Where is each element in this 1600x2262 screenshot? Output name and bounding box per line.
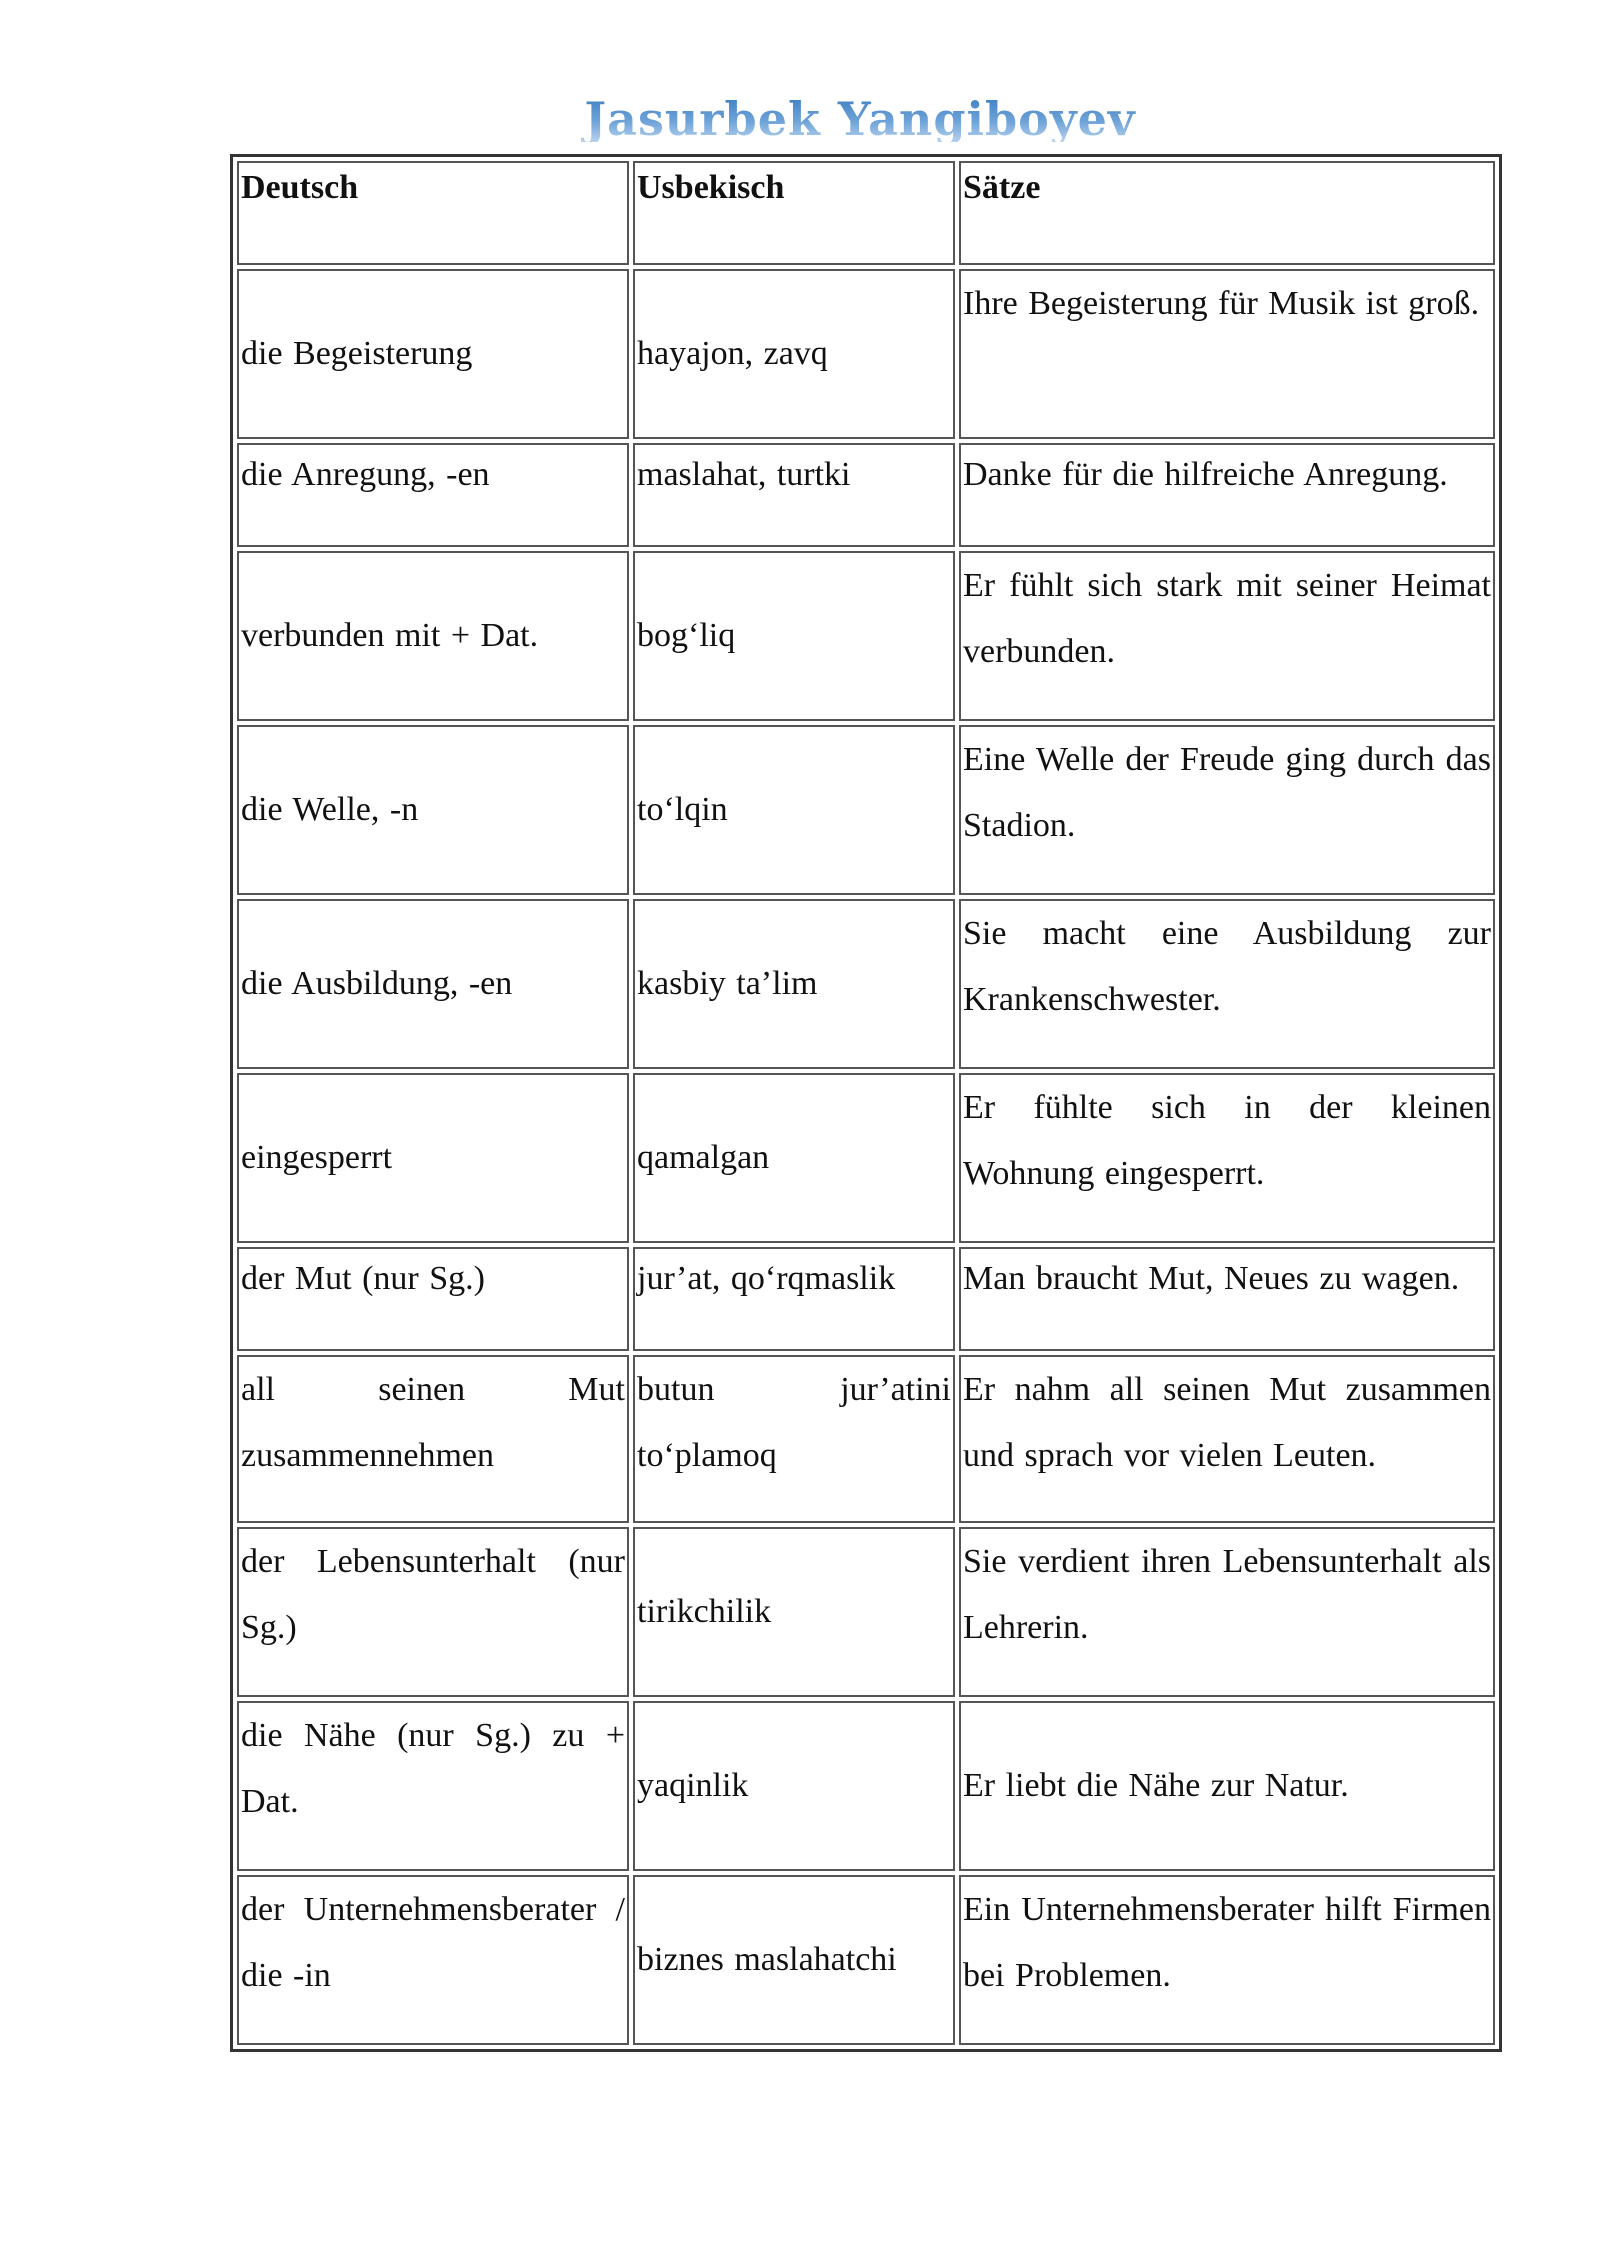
table-row bbox=[237, 1527, 1495, 1697]
cell-deutsch: die Welle, -n bbox=[237, 725, 629, 895]
cell-usbekisch: hayajon, zavq bbox=[633, 269, 955, 439]
cell-satz: Ihre Begeisterung für Musik ist groß. bbox=[959, 269, 1495, 439]
column-header-usbekisch: Usbekisch bbox=[633, 161, 955, 265]
cell-satz: Er fühlt sich stark mit seiner Heimat verbunden. bbox=[959, 551, 1495, 721]
page-title: Jasurbek Yangiboyev bbox=[0, 96, 1600, 142]
cell-deutsch: der Unternehmensberater / die -in bbox=[237, 1875, 629, 2045]
table-row bbox=[237, 1247, 1495, 1351]
cell-usbekisch: jur’at, qo‘rqmaslik bbox=[633, 1247, 955, 1351]
cell-usbekisch: kasbiy ta’lim bbox=[633, 899, 955, 1069]
cell-satz: Man braucht Mut, Neues zu wagen. bbox=[959, 1247, 1495, 1351]
cell-deutsch: die Anregung, -en bbox=[237, 443, 629, 547]
cell-deutsch: die Ausbildung, -en bbox=[237, 899, 629, 1069]
cell-satz: Er fühlte sich in der kleinen Wohnung eingesperrt. bbox=[959, 1073, 1495, 1243]
cell-satz: Danke für die hilfreiche Anregung. bbox=[959, 443, 1495, 547]
cell-usbekisch: to‘lqin bbox=[633, 725, 955, 895]
table-row bbox=[237, 551, 1495, 721]
cell-satz: Er liebt die Nähe zur Natur. bbox=[959, 1701, 1495, 1871]
table-row bbox=[237, 1701, 1495, 1871]
column-header-saetze: Sätze bbox=[959, 161, 1495, 265]
cell-deutsch: der Mut (nur Sg.) bbox=[237, 1247, 629, 1351]
cell-usbekisch: biznes maslahatchi bbox=[633, 1875, 955, 2045]
cell-deutsch: all seinen Mut zusammennehmen bbox=[237, 1355, 629, 1523]
cell-satz: Eine Welle der Freude ging durch das Stadion. bbox=[959, 725, 1495, 895]
column-header-deutsch: Deutsch bbox=[237, 161, 629, 265]
table-row bbox=[237, 269, 1495, 439]
cell-usbekisch: bog‘liq bbox=[633, 551, 955, 721]
cell-usbekisch: tirikchilik bbox=[633, 1527, 955, 1697]
cell-usbekisch: qamalgan bbox=[633, 1073, 955, 1243]
table-row bbox=[237, 1875, 1495, 2045]
cell-deutsch: verbunden mit + Dat. bbox=[237, 551, 629, 721]
cell-usbekisch: yaqinlik bbox=[633, 1701, 955, 1871]
cell-deutsch: die Nähe (nur Sg.) zu + Dat. bbox=[237, 1701, 629, 1871]
table-row bbox=[237, 443, 1495, 547]
table-header-row bbox=[237, 161, 1495, 265]
vocabulary-table bbox=[230, 154, 1502, 2052]
cell-satz: Sie verdient ihren Lebensunterhalt als Lehrerin. bbox=[959, 1527, 1495, 1697]
cell-usbekisch: maslahat, turtki bbox=[633, 443, 955, 547]
table-row bbox=[237, 899, 1495, 1069]
cell-satz: Er nahm all seinen Mut zusammen und sprach vor vielen Leuten. bbox=[959, 1355, 1495, 1523]
table-row bbox=[237, 725, 1495, 895]
cell-deutsch: eingesperrt bbox=[237, 1073, 629, 1243]
cell-usbekisch: butun jur’atini to‘plamoq bbox=[633, 1355, 955, 1523]
table-row bbox=[237, 1355, 1495, 1523]
table-row bbox=[237, 1073, 1495, 1243]
cell-satz: Ein Unternehmensberater hilft Firmen bei Problemen. bbox=[959, 1875, 1495, 2045]
cell-deutsch: die Begeisterung bbox=[237, 269, 629, 439]
cell-deutsch: der Lebensunterhalt (nur Sg.) bbox=[237, 1527, 629, 1697]
cell-satz: Sie macht eine Ausbildung zur Krankenschwester. bbox=[959, 899, 1495, 1069]
